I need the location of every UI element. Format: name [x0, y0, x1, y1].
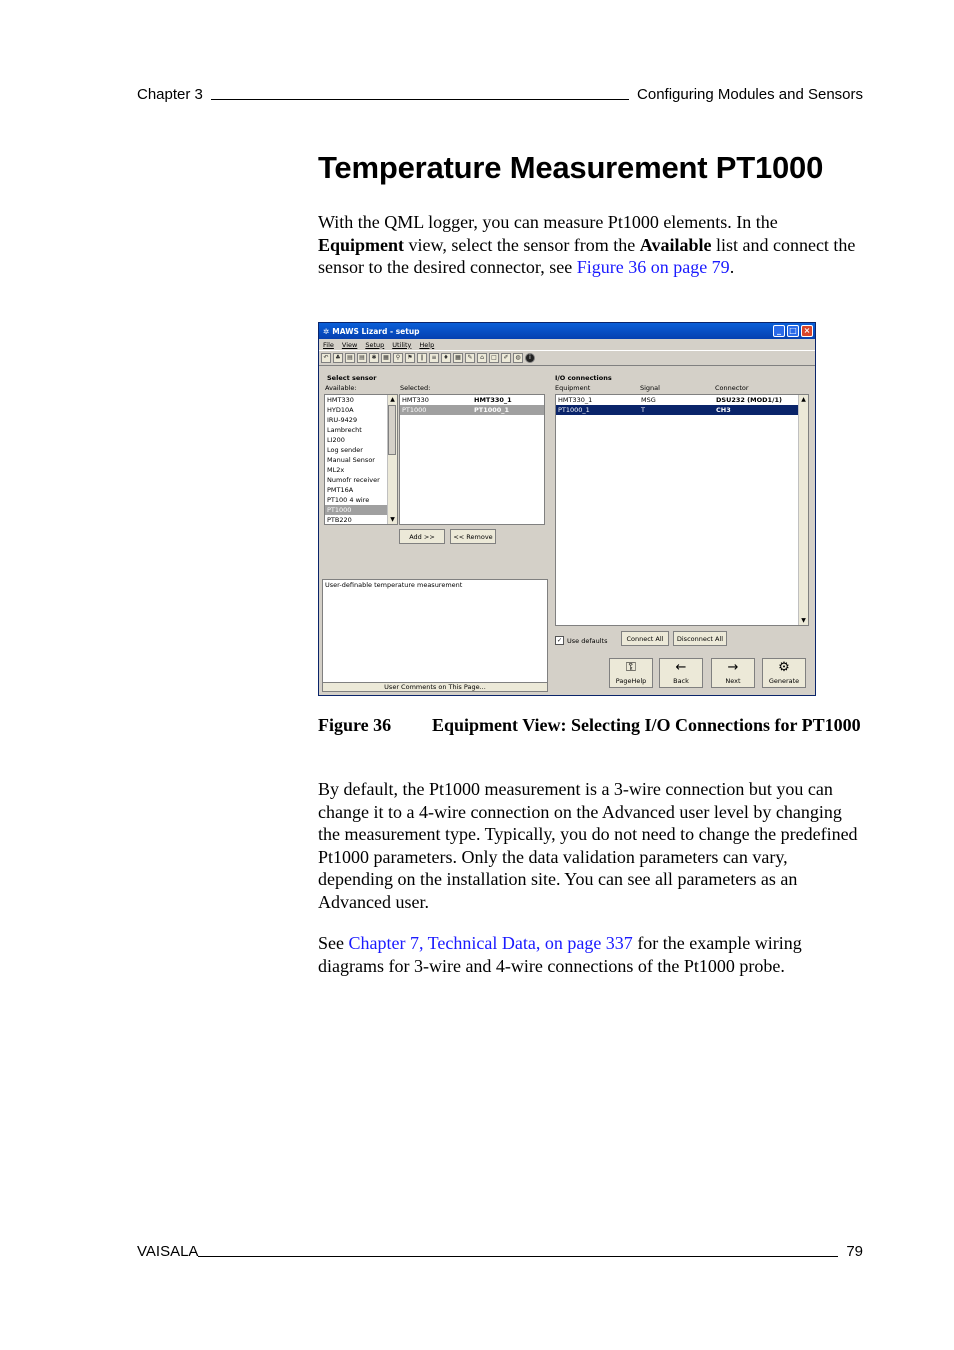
group-icon[interactable]: ♦	[441, 353, 451, 363]
back-label: Back	[673, 677, 689, 685]
page-title: Temperature Measurement PT1000	[318, 150, 824, 185]
page-footer	[137, 1243, 863, 1260]
next-label: Next	[725, 677, 741, 685]
signal-header: Signal	[640, 384, 660, 392]
description-box: User-definable temperature measurement	[322, 579, 548, 683]
scroll-thumb[interactable]	[388, 405, 396, 455]
asterisk-icon[interactable]: ✱	[369, 353, 379, 363]
list-item[interactable]: IRU-9429	[327, 416, 358, 424]
next-button[interactable]	[711, 658, 755, 688]
maximize-icon[interactable]: □	[787, 325, 799, 337]
intro-paragraph: With the QML logger, you can measure Pt1000 elements. In the Equipment view, select the sensor from the Available list and connect the sensor to the desired connector, see Figure 36 on page 79.	[318, 212, 856, 278]
menu-file[interactable]: File	[323, 340, 334, 349]
window-titlebar	[319, 323, 815, 339]
scroll-up-icon[interactable]: ▲	[801, 396, 806, 403]
io-connector: DSU232 (MOD1/1)	[716, 396, 782, 404]
header-section: Configuring Modules and Sensors	[637, 86, 863, 103]
list-item[interactable]: Log sender	[327, 446, 363, 454]
figure-link[interactable]: Figure 36 on page 79	[576, 257, 730, 278]
selected-label: Selected:	[400, 384, 431, 392]
page-number: 79	[846, 1243, 863, 1260]
header-rule	[211, 99, 629, 100]
selected-row[interactable]	[400, 405, 544, 415]
body-paragraph-1: By default, the Pt1000 measurement is a 3-wire connection but you can change it to a 4-wire connection on the Advanced user level by changing the measurement type. Typically, you do not need to change the predefined Pt1000 parameters. Only the data validation parameters can vary, depending on the installation site. You can see all parameters as an Advanced user.	[318, 779, 858, 912]
doc-icon[interactable]: □	[489, 353, 499, 363]
module-icon[interactable]: ▦	[381, 353, 391, 363]
available-scrollbar[interactable]	[387, 395, 397, 524]
list-item[interactable]: LI200	[327, 436, 345, 444]
list-item[interactable]: Lambrecht	[327, 426, 362, 434]
use-defaults-row	[555, 636, 607, 645]
sensor-icon[interactable]: ⚲	[393, 353, 403, 363]
pagehelp-label: PageHelp	[615, 677, 647, 685]
arrow-left-icon: ←	[675, 660, 687, 675]
io-signal: MSG	[641, 396, 656, 404]
menu-setup[interactable]: Setup	[365, 340, 385, 349]
close-icon[interactable]: ×	[801, 325, 813, 337]
list-item[interactable]: PMT16A	[327, 486, 354, 494]
chapter-link[interactable]: Chapter 7, Technical Data, on page 337	[348, 933, 633, 953]
list-item[interactable]: Manual Sensor	[327, 456, 375, 464]
window-title: MAWS Lizard - setup	[332, 326, 420, 336]
menu-utility[interactable]: Utility	[392, 340, 412, 349]
stack-icon[interactable]: ≡	[429, 353, 439, 363]
io-connections-list[interactable]	[555, 394, 809, 626]
info-icon[interactable]: i	[525, 353, 535, 363]
equipment-header: Equipment	[555, 384, 591, 392]
menu-view[interactable]: View	[341, 340, 358, 349]
selected-type: PT1000	[402, 406, 427, 414]
scroll-down-icon[interactable]: ▼	[801, 617, 806, 624]
list-item[interactable]: PT100 4 wire	[327, 496, 370, 504]
scroll-up-icon[interactable]: ▲	[390, 396, 395, 403]
list-item[interactable]: Numofr receiver	[327, 476, 380, 484]
dev2-icon[interactable]: ▤	[357, 353, 367, 363]
bell-icon[interactable]: ⌂	[477, 353, 487, 363]
selected-name: PT1000_1	[474, 406, 510, 414]
page-header	[137, 86, 863, 103]
pagehelp-button[interactable]	[609, 658, 653, 688]
flag-icon[interactable]: ⚑	[405, 353, 415, 363]
footer-rule	[198, 1256, 838, 1257]
list-item[interactable]: HYD10A	[327, 406, 354, 414]
available-list[interactable]	[324, 394, 398, 525]
io-connections-label: I/O connections	[555, 374, 612, 382]
figure-number: Figure 36	[318, 715, 392, 735]
io-signal: T	[641, 406, 645, 414]
figure-caption-text: Equipment View: Selecting I/O Connections for PT1000	[432, 715, 861, 735]
minimize-icon[interactable]: _	[773, 325, 785, 337]
io-equipment: PT1000_1	[558, 406, 590, 414]
list-item[interactable]: PTB220	[327, 516, 352, 524]
selected-name: HMT330_1	[474, 396, 512, 404]
scroll-down-icon[interactable]: ▼	[390, 516, 395, 523]
menu-help[interactable]: Help	[419, 340, 435, 349]
gears-icon: ⚙	[778, 660, 790, 675]
body-paragraph-2: See Chapter 7, Technical Data, on page 337 for the example wiring diagrams for 3-wire and 4-wire connections of the Pt1000 probe.	[318, 933, 802, 976]
back-button[interactable]	[659, 658, 703, 688]
arrow-right-icon: →	[727, 660, 739, 675]
toolbar	[319, 350, 815, 366]
header-chapter: Chapter 3	[137, 86, 203, 103]
grid-icon[interactable]: ▦	[453, 353, 463, 363]
use-defaults-label: Use defaults	[567, 636, 608, 645]
clip-icon[interactable]: ✎	[465, 353, 475, 363]
generate-button[interactable]	[762, 658, 806, 688]
list-item[interactable]: HMT330	[327, 396, 354, 404]
io-connector: CH3	[716, 406, 731, 414]
use-defaults-checkbox[interactable]: ✓	[556, 637, 563, 644]
io-scrollbar[interactable]	[798, 395, 808, 625]
list-item[interactable]: ML2x	[327, 466, 345, 474]
table-row[interactable]	[556, 395, 808, 405]
bars-icon[interactable]: ∥	[417, 353, 427, 363]
select-sensor-label: Select sensor	[327, 374, 377, 382]
figure-caption	[318, 714, 864, 737]
selected-type: HMT330	[402, 396, 429, 404]
table-row-selected[interactable]	[556, 405, 798, 415]
available-label: Available:	[325, 384, 357, 392]
user-comments-button[interactable]: User Comments on This Page...	[322, 682, 548, 692]
undo-icon[interactable]: ↶	[321, 353, 331, 363]
network-icon[interactable]: ♣	[333, 353, 343, 363]
menu-bar	[319, 339, 815, 350]
selected-row[interactable]	[400, 395, 544, 405]
help-icon: ⚿	[626, 660, 636, 675]
selected-list[interactable]	[399, 394, 545, 525]
globe-icon[interactable]: ◍	[513, 353, 523, 363]
io-equipment: HMT330_1	[558, 396, 593, 404]
connector-header: Connector	[715, 384, 749, 392]
generate-label: Generate	[768, 677, 800, 685]
add-button[interactable]: Add >>	[399, 529, 445, 544]
remove-button[interactable]: << Remove	[450, 529, 496, 544]
footer-brand: VAISALA	[137, 1243, 199, 1260]
list-item-selected[interactable]: PT1000	[325, 505, 397, 515]
app-icon: ✲	[323, 326, 330, 336]
maws-lizard-window	[318, 322, 816, 696]
disconnect-all-button[interactable]: Disconnect All	[673, 631, 727, 646]
dev1-icon[interactable]: ▤	[345, 353, 355, 363]
connect-all-button[interactable]: Connect All	[621, 631, 669, 646]
wrench-icon[interactable]: ✐	[501, 353, 511, 363]
